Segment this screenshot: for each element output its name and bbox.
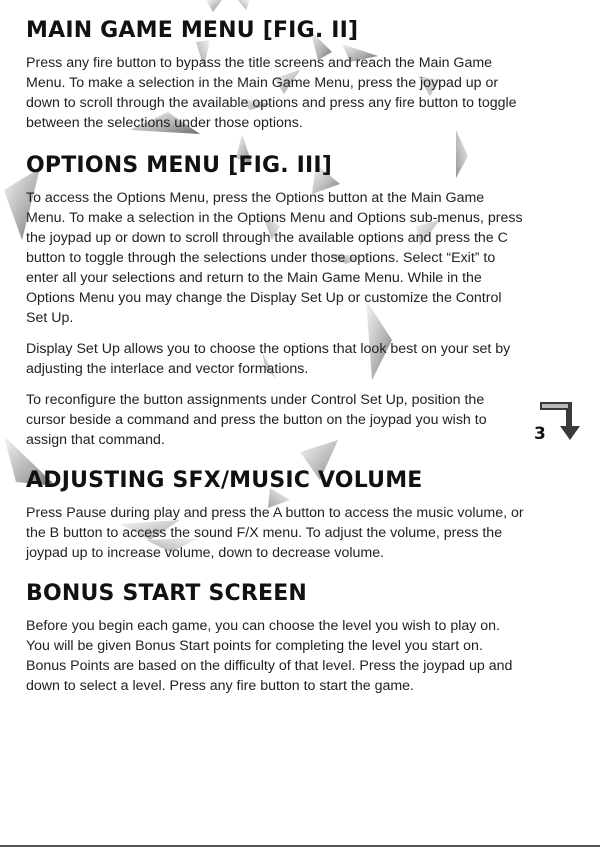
section-paragraph: Press Pause during play and press the A button to access the music volume, or the B button to access the sound F/X menu. To adjust the volume, press the joypad up to increase volume, down to decrease volume. xyxy=(26,505,524,561)
section-paragraph: Press any fire button to bypass the title screens and reach the Main Game Menu. To make a selection in the Main Game Menu, press the joypad up or down to scroll through the available options and press any fire button to toggle between the selections under those options. xyxy=(26,55,517,131)
triangle-shard-icon xyxy=(238,0,250,10)
section-paragraph: Before you begin each game, you can choose the level you wish to play on. You will be given Bonus Start points for completing the level you start on. Bonus Points are based on the difficulty of that level. Press the joypad up and down to select a level. Press any fire button to start the game. xyxy=(26,618,513,694)
section-main-game-menu xyxy=(26,18,526,133)
section-heading: BONUS START SCREEN xyxy=(26,581,308,606)
manual-content xyxy=(26,18,526,707)
page-number: 3 xyxy=(534,424,546,444)
section-options-menu xyxy=(26,153,526,450)
section-bonus-start-screen xyxy=(26,581,526,696)
section-heading: ADJUSTING SFX/MUSIC VOLUME xyxy=(26,468,423,493)
bottom-rule xyxy=(0,845,600,847)
triangle-shard-icon xyxy=(206,0,222,12)
section-paragraph: Display Set Up allows you to choose the options that look best on your set by adjusting the interlace and vector formations. xyxy=(26,341,511,377)
section-paragraph: To reconfigure the button assignments under Control Set Up, position the cursor beside a command and press the button on the joypad you wish to assign that command. xyxy=(26,392,487,448)
section-heading: OPTIONS MENU [FIG. III] xyxy=(26,153,333,178)
section-paragraph: To access the Options Menu, press the Options button at the Main Game Menu. To make a selection in the Options Menu and Options sub-menus, press the joypad up or down to scroll through the available options and press the C button to toggle through the selections under those options. Select “Exit” to enter all your selections and return to the Main Game Menu. While in the Options Menu you may change the Display Set Up or customize the Control Set Up. xyxy=(26,190,523,326)
section-adjusting-volume xyxy=(26,468,526,563)
section-heading: MAIN GAME MENU [FIG. II] xyxy=(26,18,359,43)
